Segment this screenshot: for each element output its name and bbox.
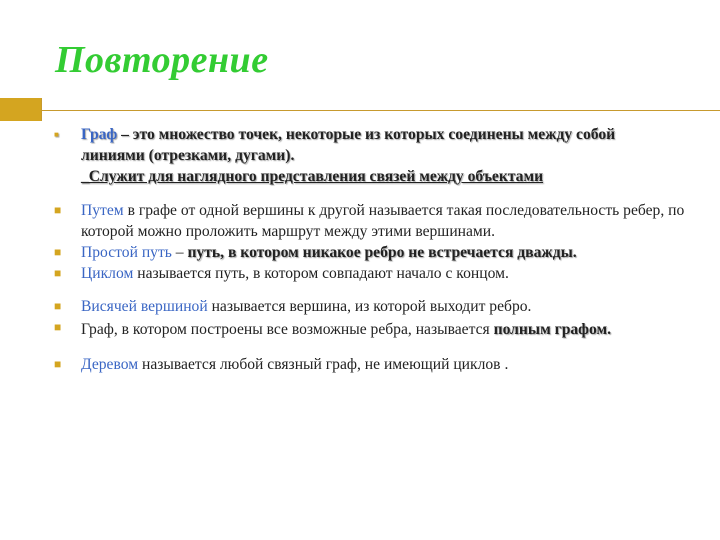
- complete-graph-text: Граф, в котором построены все возможные ребра, называется: [81, 321, 494, 338]
- accent-block: [0, 98, 41, 121]
- leaf-vertex-definition: [54, 296, 714, 317]
- square-bullet-icon: ■: [54, 299, 62, 313]
- term-complete-graph: полным графом.: [493, 321, 611, 338]
- term-graph: Граф: [81, 126, 118, 143]
- term-cycle: Циклом: [81, 265, 134, 282]
- graph-definition-text: – это множество точек, некоторые из которых соединены между собой: [117, 126, 616, 143]
- tree-definition-text: называется любой связный граф, не имеющий циклов .: [138, 356, 509, 373]
- leaf-vertex-text: называется вершина, из которой выходит ребро.: [207, 298, 532, 315]
- path-definition-text: в графе от одной вершины к другой называется такая последовательность ребер, по которой можно проложить маршрут между этими вершинами.: [81, 202, 685, 240]
- term-path: Путем: [81, 202, 124, 219]
- path-definition: [54, 200, 714, 242]
- square-bullet-icon: ■: [54, 203, 62, 217]
- slide-title: Повторение: [55, 39, 269, 81]
- square-bullet-icon: ■: [54, 130, 59, 139]
- cycle-definition-text: называется путь, в котором совпадают начало с концом.: [133, 265, 509, 282]
- simple-path-text: путь, в котором никакое ребро не встречается дважды.: [187, 244, 577, 261]
- graph-definition: [54, 124, 714, 187]
- square-bullet-icon: ■: [54, 357, 62, 371]
- square-bullet-icon: ■: [54, 320, 62, 334]
- simple-path-definition: [54, 242, 714, 263]
- term-tree: Деревом: [81, 356, 139, 373]
- square-bullet-icon: ■: [54, 245, 62, 259]
- cycle-definition: [54, 263, 714, 284]
- term-simple-path: Простой путь: [81, 244, 172, 261]
- term-leaf-vertex: Висячей вершиной: [81, 298, 208, 315]
- title-divider: [41, 110, 720, 111]
- slide-content: [54, 124, 714, 375]
- square-bullet-icon: ■: [54, 266, 62, 280]
- graph-definition-line2: линиями (отрезками, дугами).: [81, 147, 295, 164]
- tree-definition: [54, 354, 714, 375]
- complete-graph-definition: [54, 317, 714, 343]
- graph-purpose: _Служит для наглядного представления связей между объектами: [81, 168, 544, 185]
- dash: –: [171, 244, 188, 261]
